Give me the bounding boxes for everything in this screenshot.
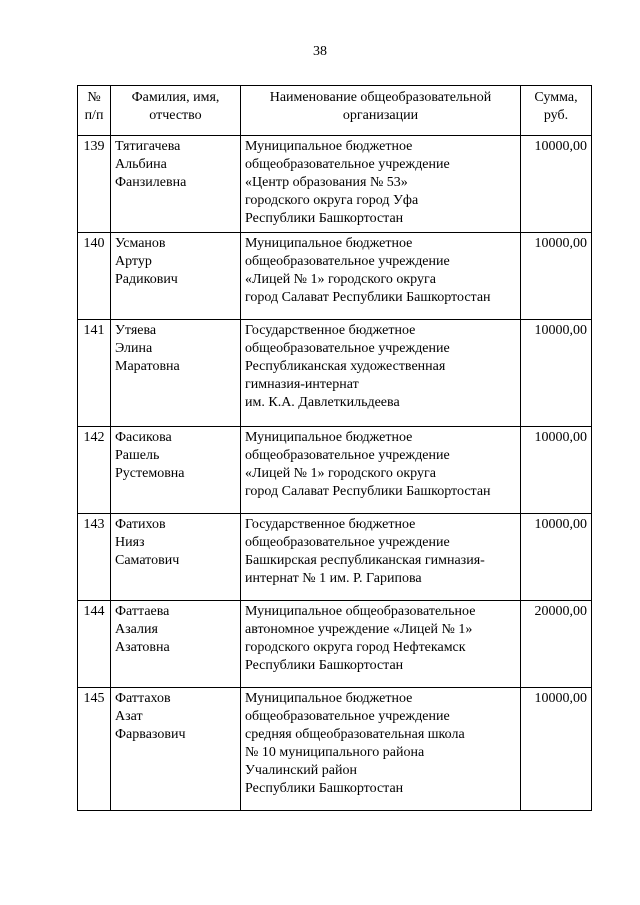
row-amount: 10000,00 — [521, 427, 592, 514]
header-sum: Сумма, руб. — [521, 86, 592, 136]
organization-line: «Лицей № 1» городского округа — [245, 272, 436, 287]
row-full-name — [111, 514, 241, 601]
name-line: Нияз — [115, 535, 145, 550]
row-full-name — [111, 688, 241, 811]
row-organization — [241, 427, 521, 514]
row-organization — [241, 136, 521, 233]
organization-line: «Лицей № 1» городского округа — [245, 466, 436, 481]
table-row — [78, 688, 592, 811]
name-line: Азат — [115, 709, 143, 724]
organization-line: Государственное бюджетное — [245, 517, 416, 532]
row-number: 143 — [78, 514, 111, 601]
organization-line: Республики Башкортостан — [245, 658, 404, 673]
header-org: Наименование общеобразовательной организации — [241, 86, 521, 136]
organization-line: городского округа город Нефтекамск — [245, 640, 466, 655]
row-full-name — [111, 427, 241, 514]
organization-line: Республики Башкортостан — [245, 211, 404, 226]
name-line: Фаттаева — [115, 604, 170, 619]
organization-line: гимназия-интернат — [245, 377, 359, 392]
organization-line: Муниципальное бюджетное — [245, 430, 413, 445]
organization-line: Учалинский район — [245, 763, 357, 778]
name-line: Азатовна — [115, 640, 170, 655]
organization-line: Муниципальное общеобразовательное — [245, 604, 476, 619]
organization-line: средняя общеобразовательная школа — [245, 727, 465, 742]
row-organization — [241, 601, 521, 688]
organization-line: Республики Башкортостан — [245, 781, 404, 796]
organization-line: общеобразовательное учреждение — [245, 709, 450, 724]
row-amount: 20000,00 — [521, 601, 592, 688]
name-line: Фарвазович — [115, 727, 186, 742]
organization-line: Муниципальное бюджетное — [245, 139, 413, 154]
table-row — [78, 427, 592, 514]
name-line: Утяева — [115, 323, 157, 338]
organization-line: «Центр образования № 53» — [245, 175, 408, 190]
page-number: 38 — [313, 44, 327, 59]
organization-line: общеобразовательное учреждение — [245, 448, 450, 463]
row-organization — [241, 514, 521, 601]
name-line: Фаттахов — [115, 691, 171, 706]
organization-line: общеобразовательное учреждение — [245, 535, 450, 550]
organization-line: город Салават Республики Башкортостан — [245, 484, 491, 499]
organization-line: общеобразовательное учреждение — [245, 341, 450, 356]
row-full-name — [111, 320, 241, 427]
organization-line: Муниципальное бюджетное — [245, 236, 413, 251]
row-organization — [241, 233, 521, 320]
table-row — [78, 136, 592, 233]
name-line: Азалия — [115, 622, 158, 637]
organization-line: городского округа город Уфа — [245, 193, 419, 208]
organization-line: Муниципальное бюджетное — [245, 691, 413, 706]
row-number: 145 — [78, 688, 111, 811]
name-line: Усманов — [115, 236, 166, 251]
name-line: Тятигачева — [115, 139, 181, 154]
name-line: Артур — [115, 254, 152, 269]
organization-line: № 10 муниципального района — [245, 745, 425, 760]
row-organization — [241, 320, 521, 427]
organization-line: город Салават Республики Башкортостан — [245, 290, 491, 305]
row-amount: 10000,00 — [521, 320, 592, 427]
name-line: Саматович — [115, 553, 180, 568]
organization-line: Башкирская республиканская гимназия- — [245, 553, 485, 568]
table-row — [78, 320, 592, 427]
row-amount: 10000,00 — [521, 136, 592, 233]
table-row — [78, 601, 592, 688]
row-full-name — [111, 233, 241, 320]
row-number: 139 — [78, 136, 111, 233]
organization-line: интернат № 1 им. Р. Гарипова — [245, 571, 422, 586]
row-number: 141 — [78, 320, 111, 427]
row-amount: 10000,00 — [521, 688, 592, 811]
row-number: 142 — [78, 427, 111, 514]
row-number: 140 — [78, 233, 111, 320]
name-line: Фасикова — [115, 430, 172, 445]
organization-line: им. К.А. Давлеткильдеева — [245, 395, 400, 410]
name-line: Рустемовна — [115, 466, 185, 481]
row-full-name — [111, 601, 241, 688]
row-organization — [241, 688, 521, 811]
table-row — [78, 233, 592, 320]
name-line: Фатихов — [115, 517, 166, 532]
table-header-row — [78, 86, 592, 136]
row-amount: 10000,00 — [521, 233, 592, 320]
table-row — [78, 514, 592, 601]
organization-line: Государственное бюджетное — [245, 323, 416, 338]
name-line: Маратовна — [115, 359, 180, 374]
name-line: Фанзилевна — [115, 175, 187, 190]
name-line: Элина — [115, 341, 153, 356]
name-line: Рашель — [115, 448, 160, 463]
organization-line: общеобразовательное учреждение — [245, 254, 450, 269]
row-full-name — [111, 136, 241, 233]
header-num: № п/п — [78, 86, 111, 136]
awards-table — [77, 85, 592, 811]
name-line: Радикович — [115, 272, 178, 287]
name-line: Альбина — [115, 157, 167, 172]
organization-line: Республиканская художественная — [245, 359, 446, 374]
row-number: 144 — [78, 601, 111, 688]
row-amount: 10000,00 — [521, 514, 592, 601]
organization-line: общеобразовательное учреждение — [245, 157, 450, 172]
header-name: Фамилия, имя, отчество — [111, 86, 241, 136]
organization-line: автономное учреждение «Лицей № 1» — [245, 622, 473, 637]
